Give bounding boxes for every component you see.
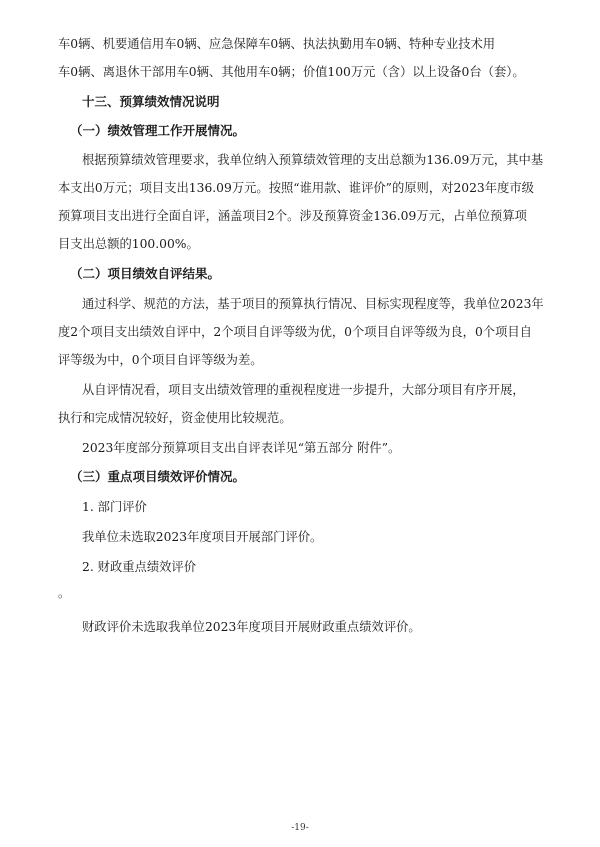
subsection-heading: （二）项目绩效自评结果。	[70, 266, 221, 281]
text-line: 车0辆、离退休干部用车0辆、其他用车0辆；价值100万元（含）以上设备0台（套）。	[58, 65, 525, 79]
text-line: 本支出0万元；项目支出136.09万元。按照“谁用款、谁评价”的原则，对2023年度市级	[58, 181, 534, 195]
page-number: -19-	[291, 823, 309, 833]
text-line: 根据预算绩效管理要求，我单位纳入预算绩效管理的支出总额为136.09万元，其中基	[82, 153, 544, 167]
subsection-heading: （一）绩效管理工作开展情况。	[70, 123, 246, 138]
text-line: 度2个项目支出绩效自评中，2个项目自评等级为优，0个项目自评等级为良，0个项目自	[58, 325, 532, 339]
text-line: 通过科学、规范的方法，基于项目的预算执行情况、目标实现程度等，我单位2023年	[82, 297, 544, 311]
text-line: 财政评价未选取我单位2023年度项目开展财政重点绩效评价。	[82, 620, 421, 634]
text-line: 执行和完成情况较好，资金使用比较规范。	[58, 411, 292, 425]
text-line: 我单位未选取2023年度项目开展部门评价。	[82, 530, 323, 544]
text-line: 车0辆、机要通信用车0辆、应急保障车0辆、执法执勤用车0辆、特种专业技术用	[58, 37, 496, 51]
text-line: 目支出总额的100.00%。	[58, 237, 199, 251]
list-heading: 1. 部门评价	[82, 500, 147, 514]
text-line: 从自评情况看，项目支出绩效管理的重视程度进一步提升，大部分项目有序开展，	[82, 383, 525, 397]
stray-period: 。	[58, 586, 71, 600]
text-line: 2023年度部分预算项目支出自评表详见“第五部分 附件”。	[82, 441, 401, 455]
text-line: 评等级为中，0个项目自评等级为差。	[58, 353, 263, 367]
section-heading: 十三、预算绩效情况说明	[82, 94, 220, 109]
text-line: 预算项目支出进行全面自评，涵盖项目2个。涉及预算资金136.09万元，占单位预算项	[58, 209, 527, 223]
subsection-heading: （三）重点项目绩效评价情况。	[70, 469, 246, 484]
list-heading: 2. 财政重点绩效评价	[82, 560, 197, 574]
